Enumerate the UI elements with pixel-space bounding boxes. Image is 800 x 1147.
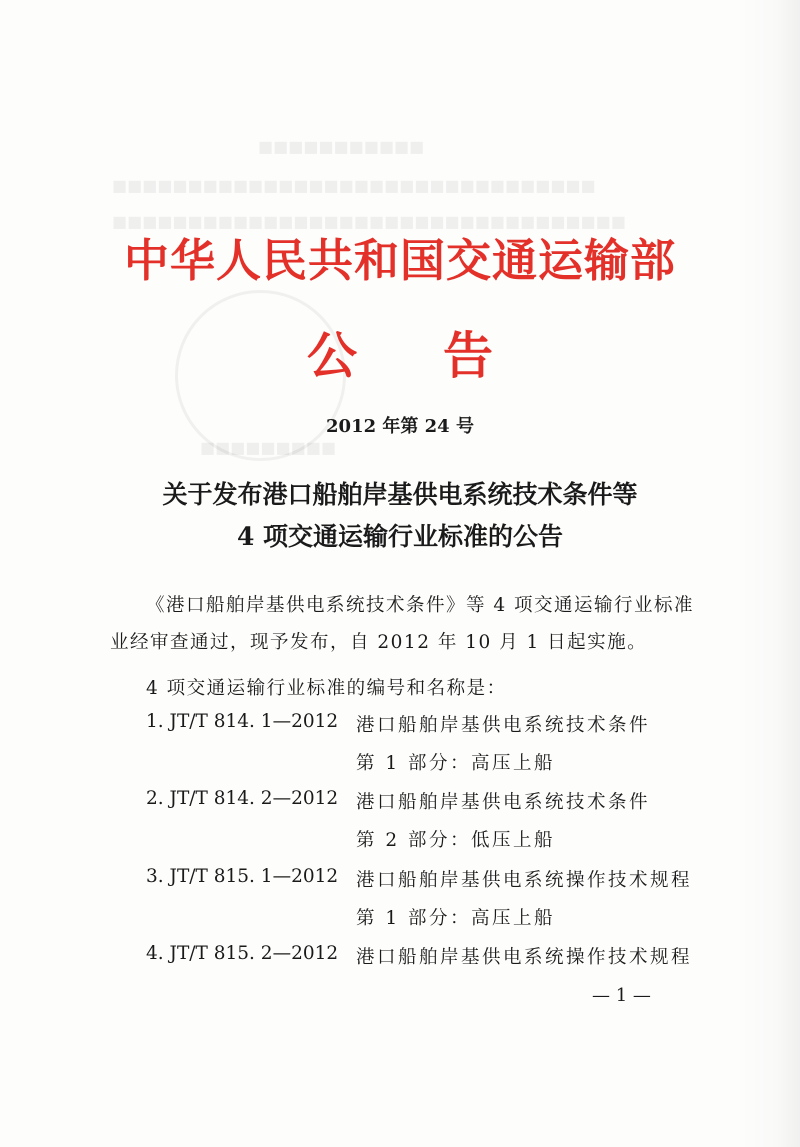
headline-line-1: 关于发布港口船舶岸基供电系统技术条件等	[162, 480, 638, 509]
standard-name-line-2: 第 2 部分：低压上船	[356, 830, 556, 851]
standard-name-line-1: 港口船舶岸基供电系统技术条件	[356, 715, 651, 736]
scan-edge-shadow	[740, 0, 800, 1147]
document-type-title	[0, 316, 800, 388]
bleed-through-text: ■■■■■■■■■■■■■■■■■■■■■■■■■■■■■■■■■■	[112, 212, 626, 231]
bleed-through-text: ■■■■■■■■■	[200, 438, 337, 457]
bleed-through-text: ■■■■■■■■■■■	[258, 137, 425, 156]
standard-name-line-1: 港口船舶岸基供电系统操作技术规程	[356, 870, 693, 891]
standard-name-line-1: 港口船舶岸基供电系统操作技术规程	[356, 947, 693, 968]
document-number: 2012 年第 24 号	[326, 416, 474, 437]
standard-name-line-2: 第 1 部分：高压上船	[356, 908, 556, 929]
standard-name-line-1: 港口船舶岸基供电系统技术条件	[356, 792, 651, 813]
body-paragraph-1-line-1: 《港口船舶岸基供电系统技术条件》等 4 项交通运输行业标准	[146, 595, 695, 616]
headline-line-2: 4 项交通运输行业标准的公告	[236, 522, 564, 551]
document-type-char: 告	[443, 327, 493, 385]
bleed-through-text: ■■■■■■■■■■■■■■■■■■■■■■■■■■■■■■■■	[112, 176, 596, 195]
body-paragraph-1-line-2: 业经审查通过，现予发布，自 2012 年 10 月 1 日起实施。	[110, 632, 648, 653]
standard-code: 2. JT/T 814. 2—2012	[146, 788, 339, 809]
page-number: — 1 —	[592, 985, 651, 1006]
document-type-char: 公	[307, 327, 357, 385]
standard-code: 3. JT/T 815. 1—2012	[146, 866, 339, 887]
issuing-organization: 中华人民共和国交通运输部	[123, 234, 676, 287]
standard-name-line-2: 第 1 部分：高压上船	[356, 753, 556, 774]
standard-code: 4. JT/T 815. 2—2012	[146, 943, 339, 964]
body-paragraph-2: 4 项交通运输行业标准的编号和名称是：	[146, 678, 507, 699]
standard-code: 1. JT/T 814. 1—2012	[146, 711, 339, 732]
